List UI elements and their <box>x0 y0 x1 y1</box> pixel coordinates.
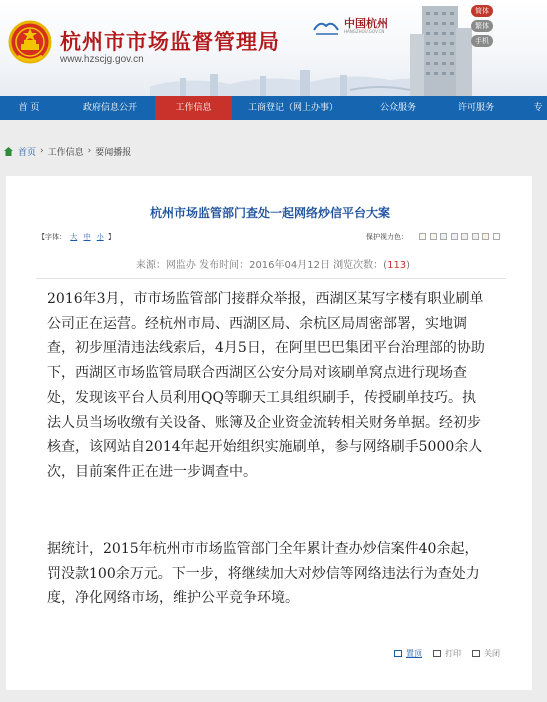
site-header <box>0 0 547 96</box>
breadcrumb-current: 要闻播报 <box>95 147 132 158</box>
font-size-control <box>38 232 115 242</box>
hangzhou-logo-text: 中国杭州 <box>344 17 388 30</box>
office-building-image <box>400 0 480 96</box>
breadcrumb-separator: › <box>40 146 44 156</box>
eye-protect-swatch[interactable] <box>461 233 468 240</box>
article-meta-suffix: ) <box>406 260 411 271</box>
breadcrumb-home-link[interactable]: 首页 <box>18 147 37 158</box>
font-size-small-link[interactable]: 小 <box>96 233 104 241</box>
back-to-top-icon <box>394 650 402 657</box>
article-paragraph: 据统计，2015年杭州市市场监管部门全年累计查办炒信案件40余起，罚没款100余万元。下一步，将继续加大对炒信等网络违法行为查处力度，净化网络市场，维护公平竞争环境。 <box>47 541 480 607</box>
article-title: 杭州市场监管部门查处一起网络炒信平台大案 <box>149 206 390 220</box>
nav-item-gov-info[interactable]: 政府信息公开 <box>82 103 137 113</box>
main-nav <box>0 96 547 120</box>
article-meta-text: 来源：网监办 发布时间：2016年04月12日 浏览次数：( <box>135 260 388 271</box>
nav-item-work-info[interactable]: 工作信息 <box>155 96 232 120</box>
font-size-large-link[interactable]: 大 <box>70 233 78 241</box>
eye-protect-swatch[interactable] <box>440 233 447 240</box>
traditional-chinese-button[interactable]: 繁体 <box>471 20 493 32</box>
eye-protect-swatch[interactable] <box>451 233 458 240</box>
close-icon <box>472 650 480 657</box>
back-to-top-label: 置顶 <box>406 649 422 658</box>
eye-protect-swatch[interactable] <box>419 233 426 240</box>
simplified-chinese-button[interactable]: 简体 <box>471 5 493 17</box>
site-title: 杭州市市场监督管理局 <box>60 29 280 54</box>
eye-protect-label: 保护视力色： <box>366 233 408 241</box>
font-size-bracket-end: 】 <box>107 233 115 241</box>
divider <box>36 278 506 279</box>
article-meta <box>0 256 546 271</box>
eye-protect-swatch[interactable] <box>482 233 489 240</box>
national-emblem-icon <box>8 20 52 66</box>
nav-item-license-service[interactable]: 许可服务 <box>457 103 494 113</box>
printer-icon <box>433 650 441 657</box>
print-button[interactable] <box>433 648 461 659</box>
view-count: 113 <box>387 260 407 271</box>
breadcrumb-work-info-link[interactable]: 工作信息 <box>47 147 84 158</box>
hangzhou-logo-subtext: HANGZHOU.GOV.CN <box>344 29 385 34</box>
eye-protect-swatch[interactable] <box>493 233 500 240</box>
breadcrumb-separator: › <box>87 146 92 156</box>
print-label: 打印 <box>445 649 461 658</box>
close-button[interactable] <box>472 648 500 659</box>
site-url: www.hzscjg.gov.cn <box>60 54 144 65</box>
nav-item-home[interactable]: 首 页 <box>18 103 40 113</box>
nav-item-business-registration[interactable]: 工商登记（网上办事） <box>247 103 338 113</box>
nav-item-public-service[interactable]: 公众服务 <box>379 103 416 113</box>
eye-protect-swatch[interactable] <box>472 233 479 240</box>
back-to-top-button[interactable] <box>394 648 422 659</box>
breadcrumb <box>0 143 131 159</box>
article-paragraph: 2016年3月，市市场监管部门接群众举报，西湖区某写字楼有职业刷单公司正在运营。经杭州市局、西湖区局、余杭区局周密部署，实地调查，初步厘清违法线索后，4月5日，在阿里巴巴集团平台治理部的协助下，西湖区市场监管局联合西湖区公安分局对该刷单窝点进行现场查处，发现该平台人员利用QQ等聊天工具组织刷手，传授刷单技巧。执法人员当场收缴有关设备、账簿及企业资金流转相关财务单据。经初步核查，该网站自2014年起开始组织实施刷单，参与网络刷手5000余人次，目前案件正在进一步调查中。 <box>47 291 485 480</box>
nav-item-special[interactable]: 专 <box>533 103 543 113</box>
mobile-version-button[interactable]: 手机 <box>471 35 493 47</box>
eye-protect-swatch[interactable] <box>430 233 437 240</box>
close-label: 关闭 <box>484 649 500 658</box>
home-icon <box>3 146 14 157</box>
font-size-label: 【字体： <box>38 233 66 241</box>
font-size-medium-link[interactable]: 中 <box>83 233 91 241</box>
